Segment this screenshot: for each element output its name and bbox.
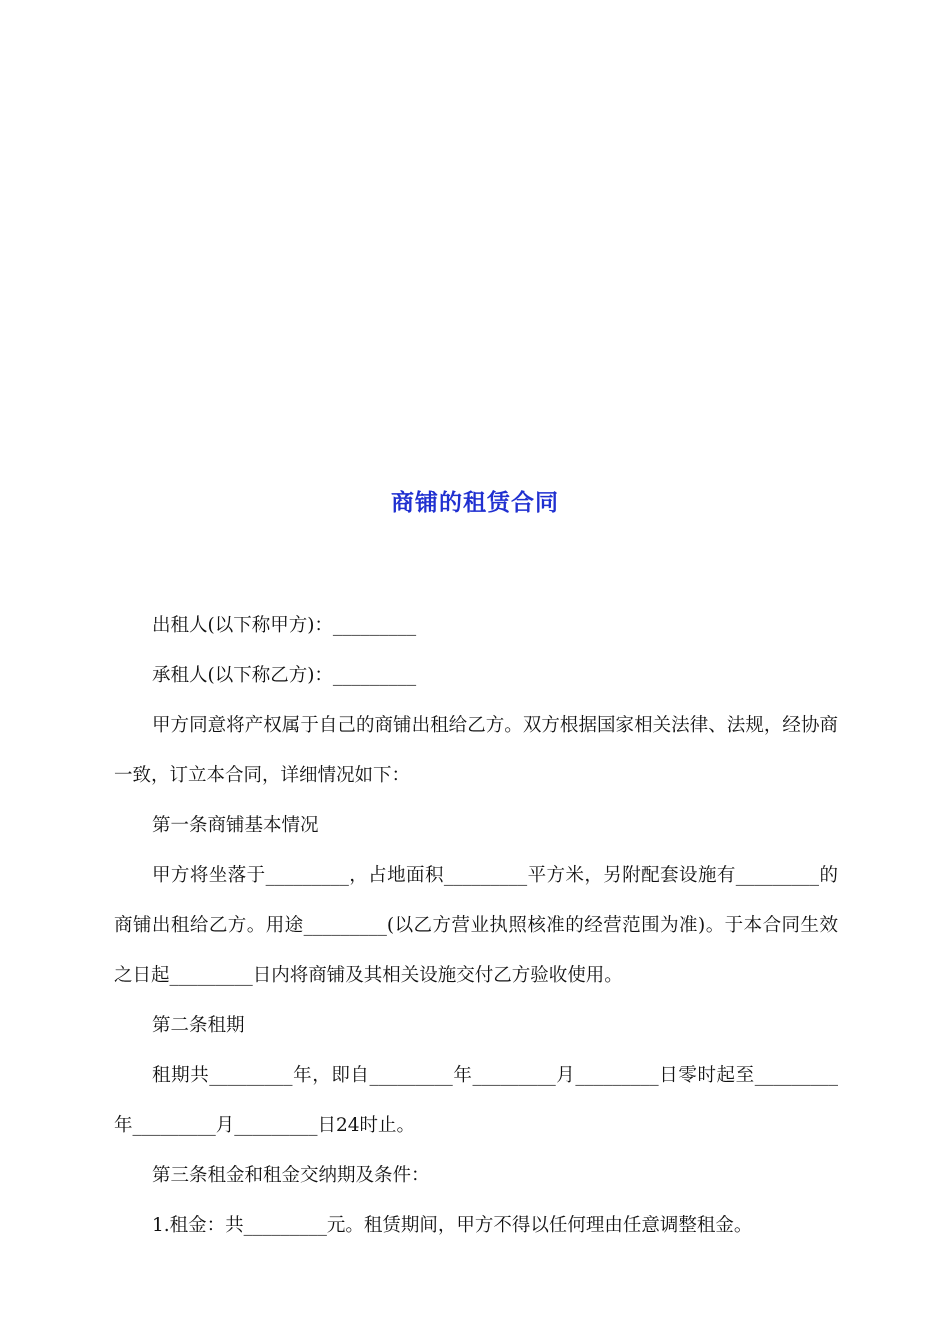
article-3-item-1: 1.租金：共_________元。租赁期间，甲方不得以任何理由任意调整租金。: [152, 1215, 753, 1236]
document-title: 商铺的租赁合同: [391, 490, 559, 516]
article-1-paragraph: 甲方将坐落于_________，占地面积_________平方米，另附配套设施有_________的商铺出租给乙方。用途_________(以乙方营业执照核准的经营范围为准)。于本合同生效之日起_________日内将商铺及其相关设施交付乙方验收使用。: [114, 865, 838, 986]
document-body: [114, 601, 838, 1251]
article-1-heading: 第一条商铺基本情况: [152, 815, 319, 836]
preamble-paragraph: 甲方同意将产权属于自己的商铺出租给乙方。双方根据国家相关法律、法规，经协商一致，订立本合同，详细情况如下：: [114, 715, 838, 786]
lessee-line: 承租人(以下称乙方)：_________: [152, 665, 417, 686]
article-2-paragraph: 租期共_________年，即自_________年_________月_________日零时起至_________年_________月_________日24时止。: [114, 1065, 838, 1136]
article-3-heading: 第三条租金和租金交纳期及条件：: [152, 1165, 430, 1186]
lessor-line: 出租人(以下称甲方)：_________: [152, 615, 417, 636]
article-2-heading: 第二条租期: [152, 1015, 245, 1036]
